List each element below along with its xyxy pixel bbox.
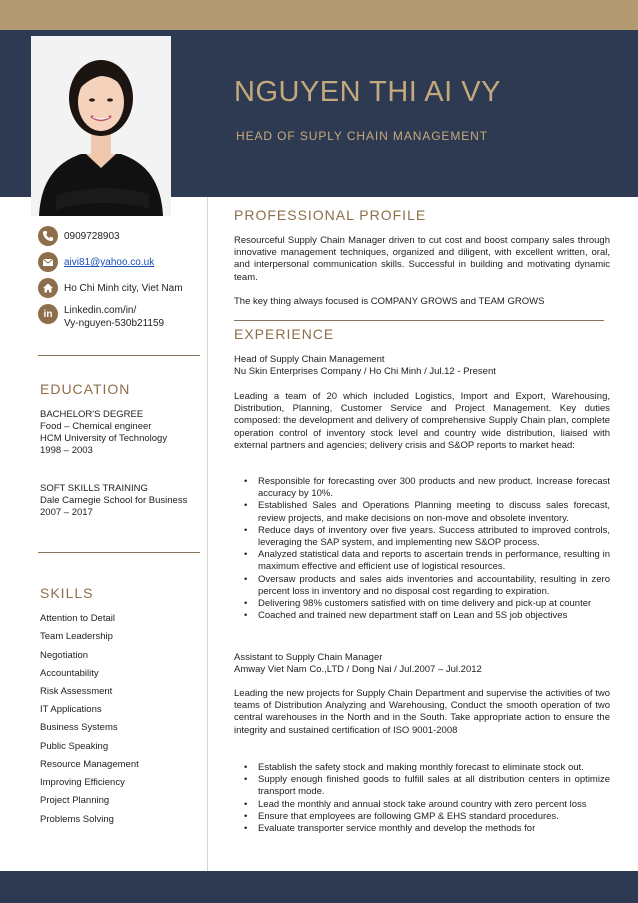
job-1-company: Nu Skin Enterprises Company / Ho Chi Minh / Jul.12 - Present <box>234 366 496 377</box>
skill-item: Attention to Detail <box>40 613 115 624</box>
job-1-bullets <box>240 476 610 622</box>
list-item: • Evaluate transporter service monthly and develop the methods for <box>240 823 610 835</box>
profile-focus: The key thing always focused is COMPANY GROWS and TEAM GROWS <box>234 296 545 307</box>
candidate-title: HEAD OF SUPLY CHAIN MANAGEMENT <box>236 129 488 143</box>
skill-item: Accountability <box>40 668 99 679</box>
skill-item: Project Planning <box>40 795 110 806</box>
list-item: • Analyzed statistical data and reports to ascertain trends in performance, resulting in maximum effective and efficient use of logistical resources. <box>240 549 610 573</box>
job-2-company: Amway Viet Nam Co.,LTD / Dong Nai / Jul.2007 – Jul.2012 <box>234 664 482 675</box>
phone-number: 0909728903 <box>64 231 120 242</box>
right-divider <box>234 320 604 321</box>
list-item: • Oversaw products and sales aids inventories and accountability, resulting in zero percent loss in inventory and no disposal cost regarding to expiration. <box>240 574 610 598</box>
training-title: SOFT SKILLS TRAINING <box>40 483 148 494</box>
list-item: • Coached and trained new department staff on Lean and 5S job objectives <box>240 610 610 622</box>
email-link[interactable]: aivi81@yahoo.co.uk <box>64 257 155 268</box>
school: HCM University of Technology <box>40 433 168 444</box>
skills-heading: SKILLS <box>40 585 94 601</box>
list-item: • Supply enough finished goods to fulfill sales at all distribution centers in optimize transport mode. <box>240 774 610 798</box>
skill-item: Business Systems <box>40 722 118 733</box>
major: Food – Chemical engineer <box>40 421 152 432</box>
linkedin-line-1: Linkedin.com/in/ <box>64 305 137 316</box>
skill-item: Negotiation <box>40 650 89 661</box>
skill-item: Team Leadership <box>40 631 113 642</box>
training-years: 2007 – 2017 <box>40 507 93 518</box>
education-heading: EDUCATION <box>40 381 131 397</box>
linkedin-icon: in <box>38 304 58 324</box>
address-text: Ho Chi Minh city, Viet Nam <box>64 283 183 294</box>
list-item: • Responsible for forecasting over 300 products and new product. Increase forecast accuracy by 10%. <box>240 476 610 500</box>
candidate-name: NGUYEN THI AI VY <box>234 76 501 108</box>
job-2-role: Assistant to Supply Chain Manager <box>234 652 383 663</box>
list-item: • Established Sales and Operations Planning meeting to discuss sales forecast, review projects, and make decisions on non-move and obsolete inventory. <box>240 500 610 524</box>
list-item: • Ensure that employees are following GMP & EHS standard procedures. <box>240 811 610 823</box>
job-1-role: Head of Supply Chain Management <box>234 354 385 365</box>
footer-bar <box>0 871 638 903</box>
list-item: • Establish the safety stock and making monthly forecast to eliminate stock out. <box>240 762 610 774</box>
training-school: Dale Carnegie School for Business <box>40 495 188 506</box>
skill-item: Improving Efficiency <box>40 777 125 788</box>
skill-item: IT Applications <box>40 704 102 715</box>
linkedin-line-2: Vy-nguyen-530b21159 <box>64 318 165 329</box>
experience-heading: EXPERIENCE <box>234 326 335 342</box>
profile-summary: Resourceful Supply Chain Manager driven to cut cost and boost company sales through innovative management techniques, organized and diligent, with excellent written, oral, and interpersonal communication skills. Successful in building and motivating dynamic team. <box>234 235 610 283</box>
skill-item: Risk Assessment <box>40 686 113 697</box>
education-years: 1998 – 2003 <box>40 445 93 456</box>
job-2-description: Leading the new projects for Supply Chain Department and supervise the activities of two teams of Distribution Analyzing and Warehousing, Conduct the smooth operation of two central warehouses in the North and in the South. Take appropriate action to ensure the integrity and sustained certification of ISO 9001-2008 <box>234 688 610 736</box>
degree: BACHELOR'S DEGREE <box>40 409 144 420</box>
list-item: • Lead the monthly and annual stock take around country with zero percent loss <box>240 799 610 811</box>
list-item: • Delivering 98% customers satisfied with on time delivery and pick-up at counter <box>240 598 610 610</box>
job-1-description: Leading a team of 20 which included Logistics, Import and Export, Warehousing, Distribution, Planning, Customer Service and Project Management. Key duties composed: the development and delivery of comprehensive Supply Chain plan, complete operation control of inventory stock level and country wide distribution, liaised with external partners and agencies; delivery crisis and S&OP reports to market head: <box>234 391 610 451</box>
skill-item: Public Speaking <box>40 741 109 752</box>
job-2-bullets <box>240 762 610 835</box>
skill-item: Resource Management <box>40 759 139 770</box>
list-item: • Reduce days of inventory over five years. Success attributed to improved controls, leveraging the SAP system, and implementing new S&OP process. <box>240 525 610 549</box>
skill-item: Problems Solving <box>40 814 114 825</box>
profile-heading: PROFESSIONAL PROFILE <box>234 207 427 223</box>
